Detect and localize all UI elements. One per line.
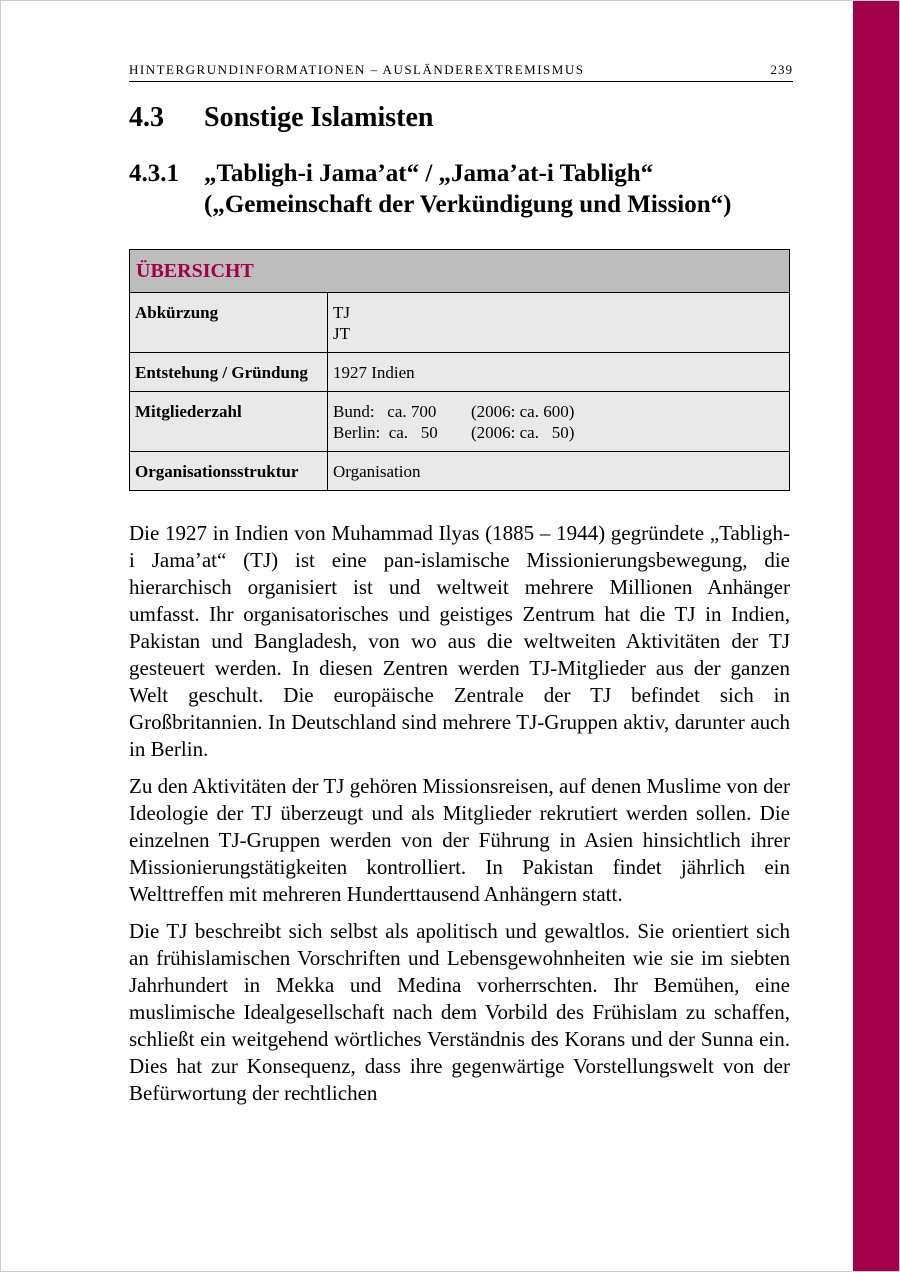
members-berlin <box>333 422 784 443</box>
side-accent-bar <box>853 1 899 1271</box>
page-number: 239 <box>770 62 793 77</box>
section-title: Sonstige Islamisten <box>204 102 434 133</box>
overview-table <box>129 249 790 491</box>
members-federal <box>333 401 784 422</box>
abbreviation-label: Abkürzung <box>130 293 328 353</box>
paragraph-3: Die TJ beschreibt sich selbst als apolitisch und gewaltlos. Sie orientiert sich an frühislamischen Vorschriften und Lebensgewohnheiten wie sie im siebten Jahrhundert in Mekka und Medina vorherrschten. Ihr Bemühen, eine muslimische Idealgesellschaft nach dem Vorbild des Frühislam zu schaffen, schließt ein weitgehend wörtliches Verständnis des Korans und der Sunna ein. Dies hat zur Konsequenz, dass ihre gegenwärtige Vorstellungswelt von der Befürwortung der rechtlichen <box>129 919 790 1105</box>
subsection-heading <box>129 158 731 220</box>
abbreviation-value <box>328 293 790 353</box>
subsection-number: 4.3.1 <box>129 160 179 187</box>
founding-value: 1927 Indien <box>328 353 790 392</box>
structure-value: Organisation <box>328 452 790 491</box>
running-title: HINTERGRUNDINFORMATIONEN – AUSLÄNDEREXTREMISMUS <box>129 62 585 77</box>
members-berlin-previous: (2006: ca. 50) <box>471 423 575 442</box>
members-federal-previous: (2006: ca. 600) <box>471 402 575 421</box>
table-row <box>130 452 790 491</box>
section-heading <box>129 102 433 134</box>
section-number: 4.3 <box>129 102 164 133</box>
members-label: Mitgliederzahl <box>130 392 328 452</box>
paragraph-2: Zu den Aktivitäten der TJ gehören Missionsreisen, auf denen Muslime von der Ideologie der TJ überzeugt und als Mitglieder rekrutiert werden sollen. Die einzelnen TJ-Gruppen werden von der Führung in Asien hinsichtlich ihrer Missionierungstätigkeiten kontrolliert. In Pakistan findet jährlich ein Welttreffen mit mehreren Hunderttausend Anhängern statt. <box>129 774 790 906</box>
founding-label: Entstehung / Gründung <box>130 353 328 392</box>
table-row <box>130 392 790 452</box>
subsection-title-line2: („Gemeinschaft der Verkündigung und Mission“) <box>204 191 732 218</box>
running-header <box>129 62 793 82</box>
body-text <box>129 520 790 1117</box>
overview-heading: ÜBERSICHT <box>130 250 790 293</box>
table-row <box>130 293 790 353</box>
structure-label: Organisationsstruktur <box>130 452 328 491</box>
table-row <box>130 353 790 392</box>
abbreviation-value-1: TJ <box>333 303 350 322</box>
members-federal-current: Bund: ca. 700 <box>333 402 437 421</box>
abbreviation-value-2: JT <box>333 324 350 343</box>
members-value <box>328 392 790 452</box>
overview-header-row <box>130 250 790 293</box>
paragraph-1: Die 1927 in Indien von Muhammad Ilyas (1885 – 1944) gegründete „Tabligh-i Jama’at“ (TJ) ist eine pan-islamische Missionierungsbewegung, die hierarchisch organisiert ist und weltweit mehrere Millionen Anhänger umfasst. Ihr organisatorisches und geistiges Zentrum hat die TJ in Indien, Pakistan und Bangladesh, von wo aus die weltweiten Aktivitäten der TJ gesteuert werden. In diesen Zentren werden TJ-Mitglieder aus der ganzen Welt geschult. Die europäische Zentrale der TJ befindet sich in Großbritannien. In Deutschland sind mehrere TJ-Gruppen aktiv, darunter auch in Berlin. <box>129 521 790 761</box>
members-berlin-current: Berlin: ca. 50 <box>333 423 438 442</box>
subsection-title-line1: „Tabligh-i Jama’at“ / „Jama’at-i Tabligh“ <box>204 160 654 187</box>
